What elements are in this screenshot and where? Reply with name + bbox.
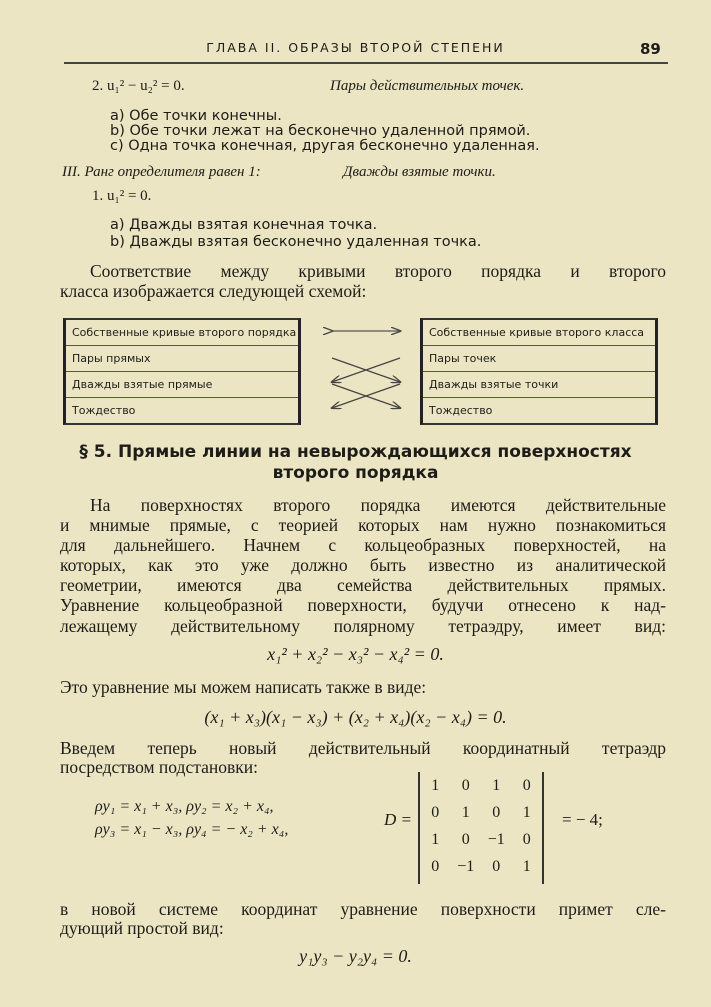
matrix-row (420, 826, 542, 853)
scheme-right-box (420, 318, 658, 425)
scheme-left-box (63, 318, 301, 425)
case2-item-c: c) Одна точка конечная, другая бесконечно удаленная. (110, 138, 540, 154)
matrix-cell: 0 (461, 777, 470, 794)
equation-3: y₁y₃ − y₂y₄ = 0. (299, 946, 412, 966)
intro-line-2: класса изображается следующей схемой: (60, 281, 367, 301)
case3-item-a: a) Дважды взятая конечная точка. (110, 217, 378, 233)
matrix-row (420, 772, 542, 799)
paragraph-line: геометрии, имеются два семейства действительных прямых. (60, 575, 666, 595)
matrix-row (420, 799, 542, 826)
paragraph-line: лежащему действительному полярному тетраэдру, имеет вид: (60, 616, 666, 636)
matrix-cell: 1 (522, 804, 531, 821)
paragraph-line: Введем теперь новый действительный координатный тетраэдр (60, 738, 666, 758)
scheme-right-row: Дважды взятые точки (423, 372, 655, 398)
paragraph-2: Это уравнение мы можем написать также в виде: (60, 677, 427, 697)
scheme-left-row: Тождество (72, 404, 136, 417)
substitution-line-1: ρy₁ = x₁ + x₃, ρy₂ = x₂ + x₄, (95, 798, 274, 815)
paragraph-line: и мнимые прямые, с теорией которых нам нужно познакомиться (60, 515, 666, 535)
header-rule (64, 62, 668, 64)
matrix-cell: 0 (431, 804, 440, 821)
matrix-cell: 1 (461, 804, 470, 821)
case2-equation: 2. u₁² − u₂² = 0. (92, 78, 185, 94)
case2-label: Пары действительных точек. (330, 78, 525, 94)
scheme-right-row: Пары точек (423, 346, 655, 372)
substitution-line-2: ρy₃ = x₁ − x₃, ρy₄ = − x₂ + x₄, (95, 821, 289, 838)
matrix-cell: 0 (431, 858, 440, 875)
paragraph-line: посредством подстановки: (60, 757, 258, 777)
case3-item-b: b) Дважды взятая бесконечно удаленная точка. (110, 234, 482, 250)
paragraph-line: На поверхностях второго порядка имеются действительные (90, 495, 666, 515)
matrix-cell: −1 (487, 831, 505, 848)
scheme-left-row: Пары прямых (66, 346, 298, 372)
matrix-cell: 0 (492, 858, 501, 875)
running-header: ГЛАВА II. ОБРАЗЫ ВТОРОЙ СТЕПЕНИ (206, 40, 505, 55)
matrix-cell: 1 (492, 777, 501, 794)
paragraph-line: для дальнейшего. Начнем с кольцеобразных поверхностей, на (60, 535, 666, 555)
matrix-cell: 0 (461, 831, 470, 848)
scheme-left-row: Собственные кривые второго порядка (66, 320, 298, 346)
case3-heading: III. Ранг определителя равен 1: (62, 164, 261, 180)
matrix-cell: −1 (457, 858, 475, 875)
scheme-right-row: Собственные кривые второго класса (423, 320, 655, 346)
equation-1: x₁² + x₂² − x₃² − x₄² = 0. (267, 644, 444, 664)
section-title-line-2: второго порядка (272, 463, 439, 483)
scheme-right-row: Тождество (429, 404, 493, 417)
scheme-left-row: Дважды взятые прямые (66, 372, 298, 398)
equation-2: (x₁ + x₃)(x₁ − x₃) + (x₂ + x₄)(x₂ − x₄) = 0. (204, 707, 507, 727)
matrix-cell: 1 (522, 858, 531, 875)
determinant-label: D = (384, 810, 412, 829)
paragraph-line: дующий простой вид: (60, 918, 224, 938)
matrix-cell: 0 (492, 804, 501, 821)
page-number: 89 (640, 40, 661, 58)
section-title-line-1: § 5. Прямые линии на невырождающихся поверхностях (79, 442, 632, 462)
matrix-cell: 1 (431, 831, 440, 848)
case3-equation: 1. u₁² = 0. (92, 188, 152, 204)
case2-item-b: b) Обе точки лежат на бесконечно удаленной прямой. (110, 123, 531, 139)
matrix-cell: 0 (522, 777, 531, 794)
case3-label: Дважды взятые точки. (343, 164, 496, 180)
paragraph-line: Уравнение кольцеобразной поверхности, будучи отнесено к над- (60, 595, 666, 615)
paragraph-line: которых, как это уже должно быть известно из аналитической (60, 555, 666, 575)
paragraph-line: в новой системе координат уравнение поверхности примет сле- (60, 899, 666, 919)
matrix-cell: 1 (431, 777, 440, 794)
matrix-cell: 0 (522, 831, 531, 848)
case2-item-a: a) Обе точки конечны. (110, 108, 282, 124)
matrix-row (420, 853, 542, 880)
determinant-result: = − 4; (562, 810, 603, 829)
intro-line-1: Соответствие между кривыми второго порядка и второго (90, 261, 666, 281)
correspondence-arrows (320, 318, 410, 428)
determinant-matrix (418, 772, 544, 884)
